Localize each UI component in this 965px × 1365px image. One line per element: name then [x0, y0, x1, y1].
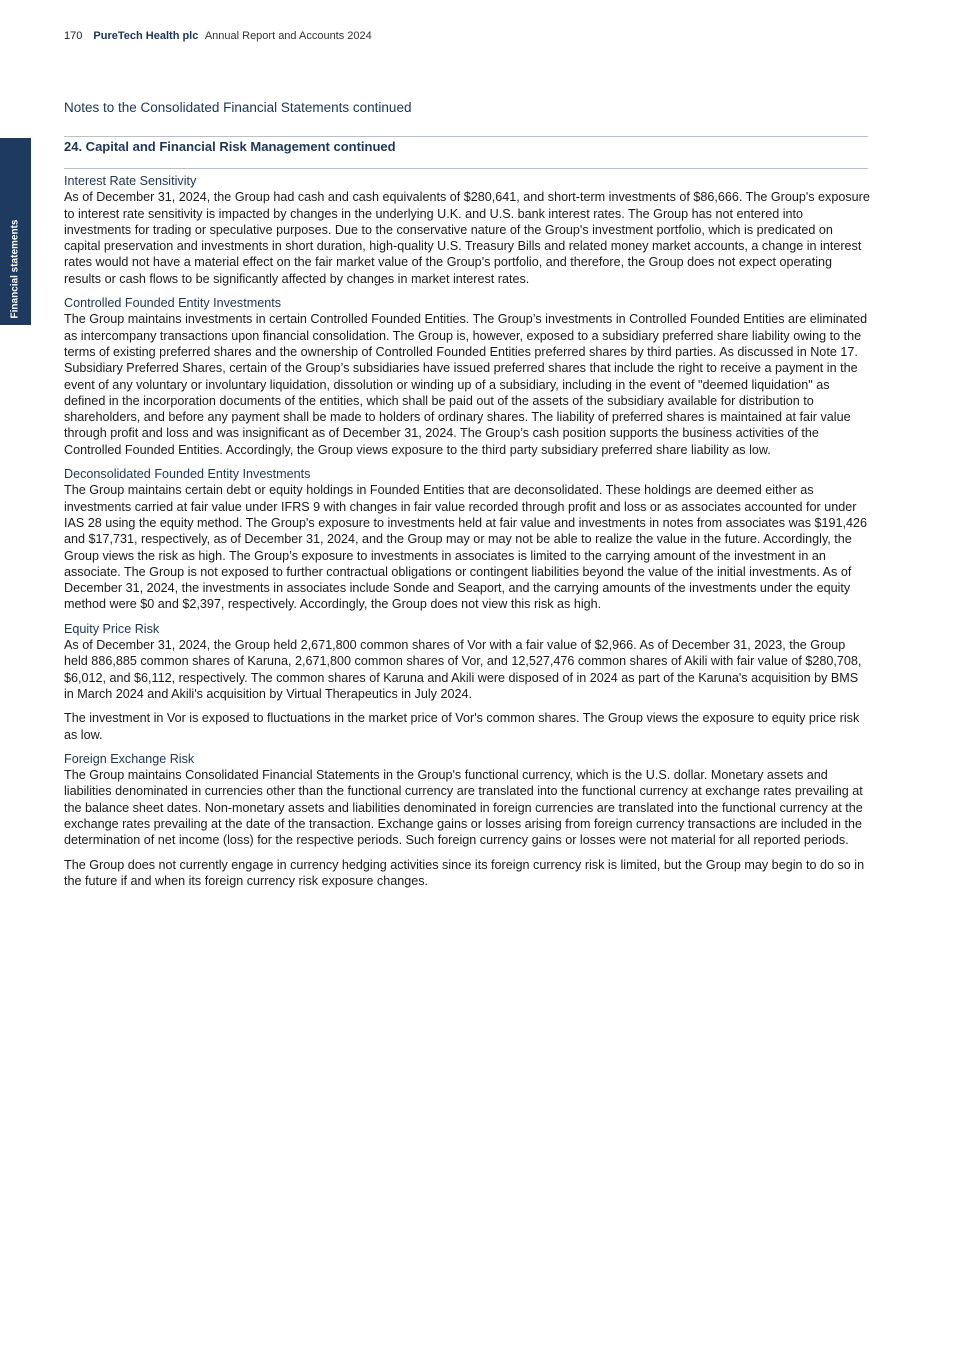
- equity-price-paragraph: As of December 31, 2024, the Group held 2,671,800 common shares of Vor with a fair value of $2,966. As of December 31, 2023, the Group held 886,885 common shares of Karuna, 2,671,800 common shares of Vor, and 12,527,476 common shares of Akili with fair value of $280,708, $6,012, and $6,112, respectively. The common shares of Karuna and Akili were disposed of in 2024 as part of the Karuna's acquisition by BMS in March 2024 and Akili's acquisition by Virtual Therapeutics in July 2024.: [64, 638, 862, 701]
- side-tab-label: Financial statements: [9, 219, 21, 319]
- report-title: Annual Report and Accounts 2024: [204, 30, 372, 42]
- deconsolidated-entities-paragraph: The Group maintains certain debt or equity holdings in Founded Entities that are deconsolidated. These holdings are deemed either as investments carried at fair value under IFRS 9 with changes in fair value recorded through profit and loss or as associates accounted for under IAS 28 using the equity method. The Group's exposure to investments held at fair value and investments in notes from associates was $191,426 and $17,731, respectively, as of December 31, 2024, and the Group may or may not be able to realize the value in the future. Accordingly, the Group views the risk as high. The Group’s exposure to investments in associates is limited to the carrying amount of the investment in an associate. The Group is not exposed to further contractual obligations or contingent liabilities beyond the value of the initial investments. As of December 31, 2024, the investments in associates include Sonde and Seaport, and the carrying amounts of the investments under the equity method were $0 and $2,397, respectively. Accordingly, the Group does not view this risk as high.: [64, 483, 868, 612]
- foreign-exchange-heading: Foreign Exchange Risk: [64, 751, 195, 766]
- document-body: [64, 173, 870, 897]
- deconsolidated-entities-heading: Deconsolidated Founded Entity Investments: [64, 467, 311, 482]
- divider-top: [64, 136, 868, 137]
- page-header: [64, 30, 372, 42]
- controlled-entities-heading: Controlled Founded Entity Investments: [64, 296, 282, 311]
- interest-rate-heading: Interest Rate Sensitivity: [64, 174, 197, 188]
- interest-rate-section: [64, 173, 870, 287]
- foreign-exchange-paragraph: The Group maintains Consolidated Financial Statements in the Group's functional currency, which is the U.S. dollar. Monetary assets and liabilities denominated in currencies other than the functional currency are translated into the functional currency at exchange rates prevailing at the balance sheet dates. Non-monetary assets and liabilities denominated in foreign currencies are translated into the functional currency at the exchange rates prevailing at the date of the transaction. Exchange gains or losses arising from foreign currency transactions are included in the determination of net income (loss) for the respective periods. Such foreign currency gains or losses were not material for all reported periods.: [64, 768, 863, 848]
- equity-price-heading: Equity Price Risk: [64, 621, 160, 636]
- deconsolidated-entities-section: [64, 466, 870, 613]
- equity-price-section: [64, 621, 870, 743]
- controlled-entities-section: [64, 295, 870, 458]
- foreign-exchange-section: [64, 751, 870, 889]
- section-title: 24. Capital and Financial Risk Management continued: [64, 139, 396, 154]
- divider-bottom: [64, 168, 868, 169]
- equity-price-paragraph: The investment in Vor is exposed to fluctuations in the market price of Vor's common shares. The Group views the exposure to equity price risk as low.: [64, 711, 860, 742]
- controlled-entities-paragraph: The Group maintains investments in certain Controlled Founded Entities. The Group’s investments in Controlled Founded Entities are eliminated as intercompany transactions upon financial consolidation. The Group is, however, exposed to a subsidiary preferred share liability owing to the terms of existing preferred shares and the ownership of Controlled Founded Entities preferred shares by third parties. As discussed in Note 17. Subsidiary Preferred Shares, certain of the Group’s subsidiaries have issued preferred shares that include the right to receive a payment in the event of any voluntary or involuntary liquidation, dissolution or winding up of a subsidiary, including in the event of "deemed liquidation" as defined in the incorporation documents of the entities, which shall be paid out of the assets of the subsidiary available for distribution to shareholders, and before any payment shall be made to holders of ordinary shares. The liability of preferred shares is maintained at fair value through profit and loss and was insignificant as of December 31, 2024. The Group’s cash position supports the business activities of the Controlled Founded Entities. Accordingly, the Group views exposure to the third party subsidiary preferred share liability as low.: [64, 312, 868, 457]
- interest-rate-paragraph: As of December 31, 2024, the Group had cash and cash equivalents of $280,641, and short-term investments of $86,666. The Group's exposure to interest rate sensitivity is impacted by changes in the underlying U.K. and U.S. bank interest rates. The Group has not entered into investments for trading or speculative purposes. Due to the conservative nature of the Group's investment portfolio, which is predicated on capital preservation and investments in short duration, high-quality U.S. Treasury Bills and related money market accounts, a change in interest rates would not have a material effect on the fair market value of the Group's portfolio, and therefore, the Group does not expect operating results or cash flows to be significantly affected by changes in market interest rates.: [64, 190, 870, 286]
- page-title: Notes to the Consolidated Financial Statements continued: [64, 100, 412, 115]
- page-number: 170: [64, 30, 83, 42]
- foreign-exchange-paragraph: The Group does not currently engage in currency hedging activities since its foreign currency risk is limited, but the Group may begin to do so in the future if and when its foreign currency risk exposure changes.: [64, 857, 865, 888]
- company-name: PureTech Health plc: [93, 30, 199, 42]
